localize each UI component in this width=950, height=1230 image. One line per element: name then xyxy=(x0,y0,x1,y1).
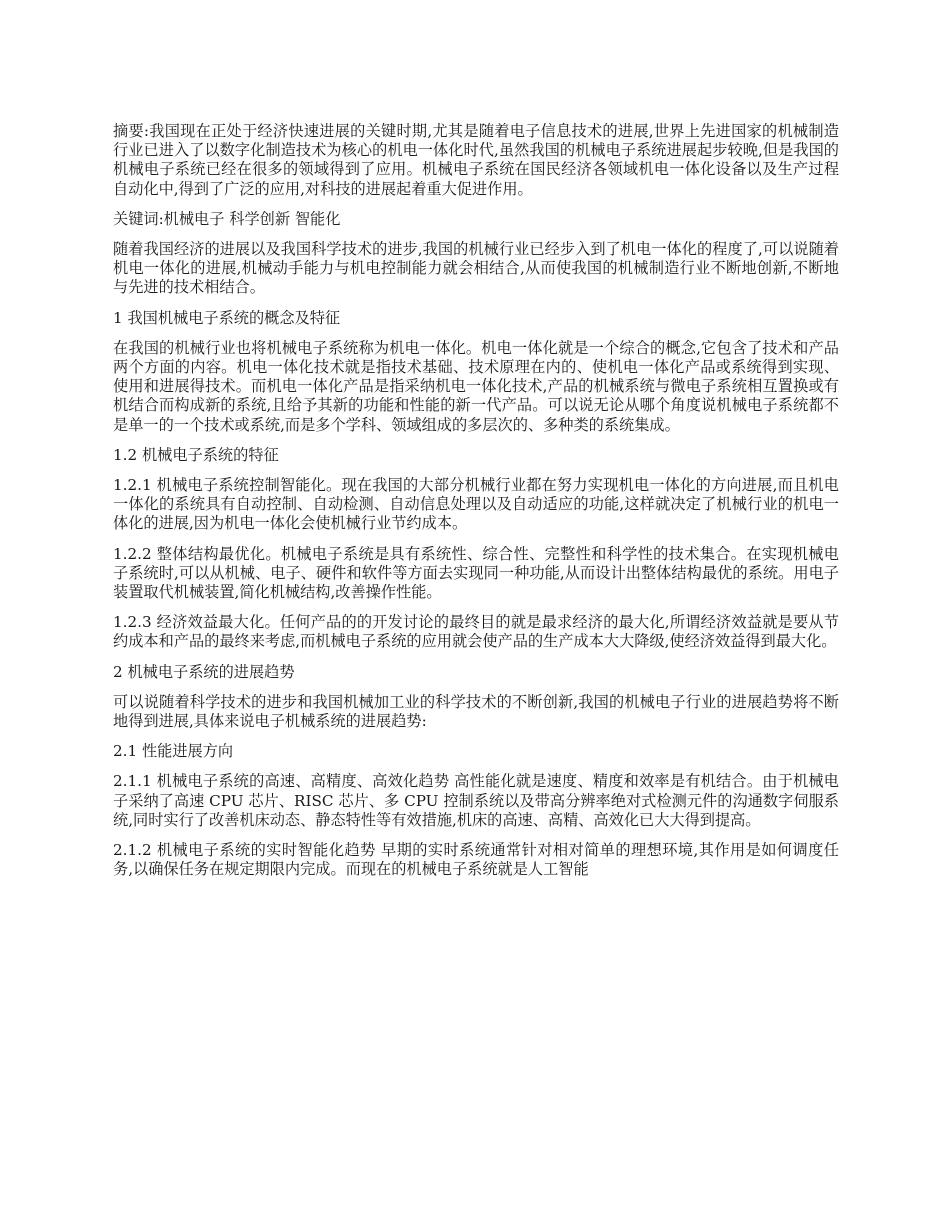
section-1-2-1-paragraph: 1.2.1 机械电子系统控制智能化。现在我国的大部分机械行业都在努力实现机电一体化的方向进展,而且机电一体化的系统具有自动控制、自动检测、自动信息处理以及自动适应的功能,这样就决定了机械行业的机电一体化的进展,因为机电一体化会使机械行业节约成本。 xyxy=(113,476,839,533)
abstract-paragraph: 摘要:我国现在正处于经济快速进展的关键时期,尤其是随着电子信息技术的进展,世界上先进国家的机械制造行业已进入了以数字化制造技术为核心的机电一体化时代,虽然我国的机械电子系统进展起步较晚,但是我国的机械电子系统已经在很多的领域得到了应用。机械电子系统在国民经济各领域机电一体化设备以及生产过程自动化中,得到了广泛的应用,对科技的进展起着重大促进作用。 xyxy=(113,122,839,198)
keywords-line: 关键词:机械电子 科学创新 智能化 xyxy=(113,209,341,228)
section-2-1-2-paragraph: 2.1.2 机械电子系统的实时智能化趋势 早期的实时系统通常针对相对简单的理想环境,其作用是如何调度任务,以确保任务在规定期限内完成。而现在的机械电子系统就是人工智能 xyxy=(113,841,839,879)
section-1-2-3-paragraph: 1.2.3 经济效益最大化。任何产品的的开发讨论的最终目的就是最求经济的最大化,所谓经济效益就是要从节约成本和产品的最终来考虑,而机械电子系统的应用就会使产品的生产成本大大降级,使经济效益得到最大化。 xyxy=(113,613,839,651)
document-page xyxy=(113,122,839,891)
section-2-1-1-paragraph: 2.1.1 机械电子系统的高速、高精度、高效化趋势 高性能化就是速度、精度和效率是有机结合。由于机械电子采纳了高速 CPU 芯片、RISC 芯片、多 CPU 控制系统以及带高分辨率绝对式检测元件的沟通数字伺服系统,同时实行了改善机床动态、静态特性等有效措施,机床的高速、高精、高效化已大大得到提高。 xyxy=(113,772,839,829)
section-2-paragraph: 可以说随着科学技术的进步和我国机械加工业的科学技术的不断创新,我国的机械电子行业的进展趋势将不断地得到进展,具体来说电子机械系统的进展趋势: xyxy=(113,692,839,731)
section-2-1-heading: 2.1 性能进展方向 xyxy=(113,742,234,761)
section-1-2-heading: 1.2 机械电子系统的特征 xyxy=(113,445,279,464)
section-1-2-2-paragraph: 1.2.2 整体结构最优化。机械电子系统是具有系统性、综合性、完整性和科学性的技术集合。在实现机械电子系统时,可以从机械、电子、硬件和软件等方面去实现同一种功能,从而设计出整体结构最优的系统。用电子装置取代机械装置,简化机械结构,改善操作性能。 xyxy=(113,544,839,602)
intro-paragraph: 随着我国经济的进展以及我国科学技术的进步,我国的机械行业已经步入到了机电一体化的程度了,可以说随着机电一体化的进展,机械动手能力与机电控制能力就会相结合,从而使我国的机械制造行业不断地创新,不断地与先进的技术相结合。 xyxy=(113,240,839,297)
section-1-paragraph: 在我国的机械行业也将机械电子系统称为机电一体化。机电一体化就是一个综合的概念,它包含了技术和产品两个方面的内容。机电一体化技术就是指技术基础、技术原理在内的、使机电一体化产品或系统得到实现、使用和进展得技术。而机电一体化产品是指采纳机电一体化技术,产品的机械系统与微电子系统相互置换或有机结合而构成新的系统,且给予其新的功能和性能的新一代产品。可以说无论从哪个角度说机械电子系统都不是单一的一个技术或系统,而是多个学科、领域组成的多层次的、多种类的系统集成。 xyxy=(113,338,839,434)
section-2-heading: 2 机械电子系统的进展趋势 xyxy=(113,662,295,681)
section-1-heading: 1 我国机械电子系统的概念及特征 xyxy=(113,308,341,327)
